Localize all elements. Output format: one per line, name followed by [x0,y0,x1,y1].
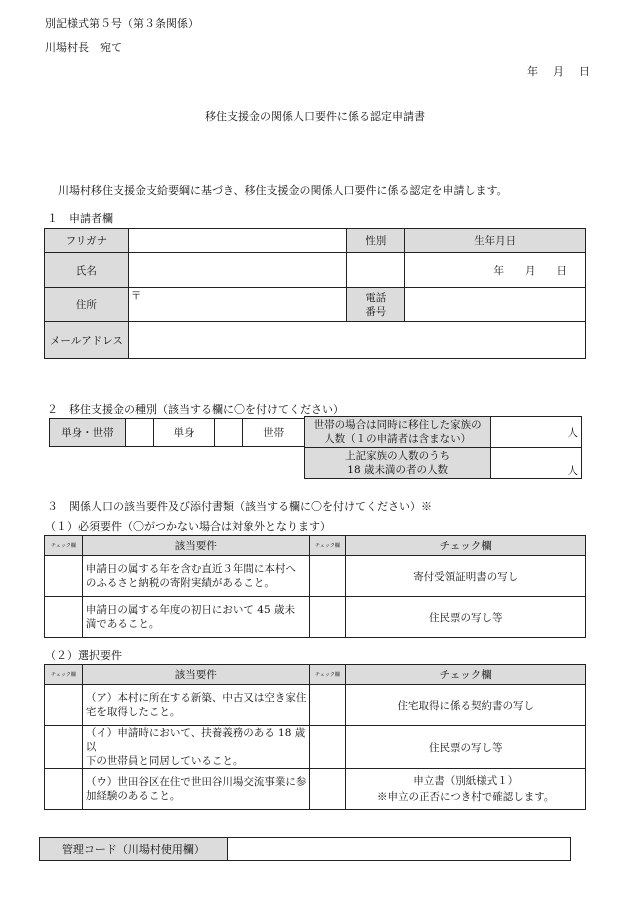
table-row [45,726,586,769]
section2-heading: ２ 移住支援金の種別（該当する欄に〇を付けてください） [47,403,344,416]
admin-code-table [39,837,571,861]
doc-check[interactable] [309,597,346,638]
gender-field[interactable] [347,253,405,288]
requirement-text: （イ）申請時において、扶養義務のある 18 歳以 下の世帯員と同居していること。 [82,726,309,769]
requirement-text: （ア）本村に所在する新築、中古又は空き家住 宅を取得したこと。 [82,685,309,726]
under18-label: 上記家族の人数のうち 18 歳未満の者の人数 [305,448,491,479]
col-check-small: チェック欄 [45,536,83,556]
row-check[interactable] [45,769,83,810]
requirement-text: 申請日の属する年度の初日において 45 歳未 満であること。 [82,597,309,638]
doc-check[interactable] [309,685,346,726]
phone-field[interactable] [405,288,586,322]
optional-table [44,664,586,810]
date-line: 年 月 日 [527,65,592,78]
household-check[interactable] [215,419,243,447]
section1-heading: １ 申請者欄 [47,212,113,225]
family-table [304,416,582,479]
document-text: 寄付受領証明書の写し [346,556,586,597]
furigana-field[interactable] [128,229,347,253]
row-check[interactable] [45,726,83,769]
admin-code-field[interactable] [227,838,570,861]
type-table [49,418,305,447]
phone-label: 電話 番号 [347,288,405,322]
email-label: メールアドレス [45,322,129,359]
form-number: 別記様式第５号（第３条関係） [45,17,199,30]
addressee: 川場村長 宛て [45,41,122,54]
requirement-text: 申請日の属する年を含む直近３年間に本村へ のふるさと納税の寄附実績があること。 [82,556,309,597]
type-label: 単身・世帯 [50,419,126,447]
family-count-label: 世帯の場合は同時に移住した家族の 人数（１の申請者は含まない） [305,417,491,448]
intro-text: 川場村移住支援金支給要綱に基づき、移住支援金の関係人口要件に係る認定を申請します。 [58,184,508,197]
col-requirement: 該当要件 [82,665,309,685]
applicant-table [44,228,586,359]
family-count-field[interactable]: 人 [491,417,582,448]
birthdate-label: 生年月日 [405,229,586,253]
required-heading: （１）必須要件（〇がつかない場合は対象外となります） [45,520,331,533]
row-check[interactable] [45,556,83,597]
table-row [45,556,586,597]
birthdate-field[interactable]: 年 月 日 [405,253,586,288]
address-label: 住所 [45,288,129,322]
address-field[interactable] [128,288,347,322]
document-text: 住宅取得に係る契約書の写し [346,685,586,726]
single-label: 単身 [153,419,215,447]
col-check-small: チェック欄 [45,665,83,685]
table-row [45,769,586,810]
under18-field[interactable]: 人 [491,448,582,479]
household-label: 世帯 [243,419,305,447]
admin-code-label: 管理コード（川場村使用欄） [40,838,228,861]
required-table [44,535,586,638]
name-field[interactable] [128,253,347,288]
email-field[interactable] [128,322,585,359]
doc-check[interactable] [309,556,346,597]
col-requirement: 該当要件 [82,536,309,556]
postal-mark: 〒 [130,290,142,302]
row-check[interactable] [45,597,83,638]
row-check[interactable] [45,685,83,726]
section3-heading: ３ 関係人口の該当要件及び添付書類（該当する欄に〇を付けてください）※ [47,500,432,513]
col-check-wide: チェック欄 [346,536,586,556]
gender-label: 性別 [347,229,405,253]
col-check-wide: チェック欄 [346,665,586,685]
single-check[interactable] [125,419,153,447]
doc-check[interactable] [309,769,346,810]
col-check-small: チェック欄 [309,665,346,685]
page-title: 移住支援金の関係人口要件に係る認定申請書 [205,110,425,123]
col-check-small: チェック欄 [309,536,346,556]
document-text: 住民票の写し等 [346,726,586,769]
document-text: 申立書（別紙様式１） ※申立の正否につき村で確認します。 [346,769,586,810]
table-row [45,597,586,638]
optional-heading: （２）選択要件 [45,649,122,662]
table-row [45,685,586,726]
name-label: 氏名 [45,253,129,288]
requirement-text: （ウ）世田谷区在住で世田谷川場交流事業に参 加経験のあること。 [82,769,309,810]
document-text: 住民票の写し等 [346,597,586,638]
doc-check[interactable] [309,726,346,769]
furigana-label: フリガナ [45,229,129,253]
